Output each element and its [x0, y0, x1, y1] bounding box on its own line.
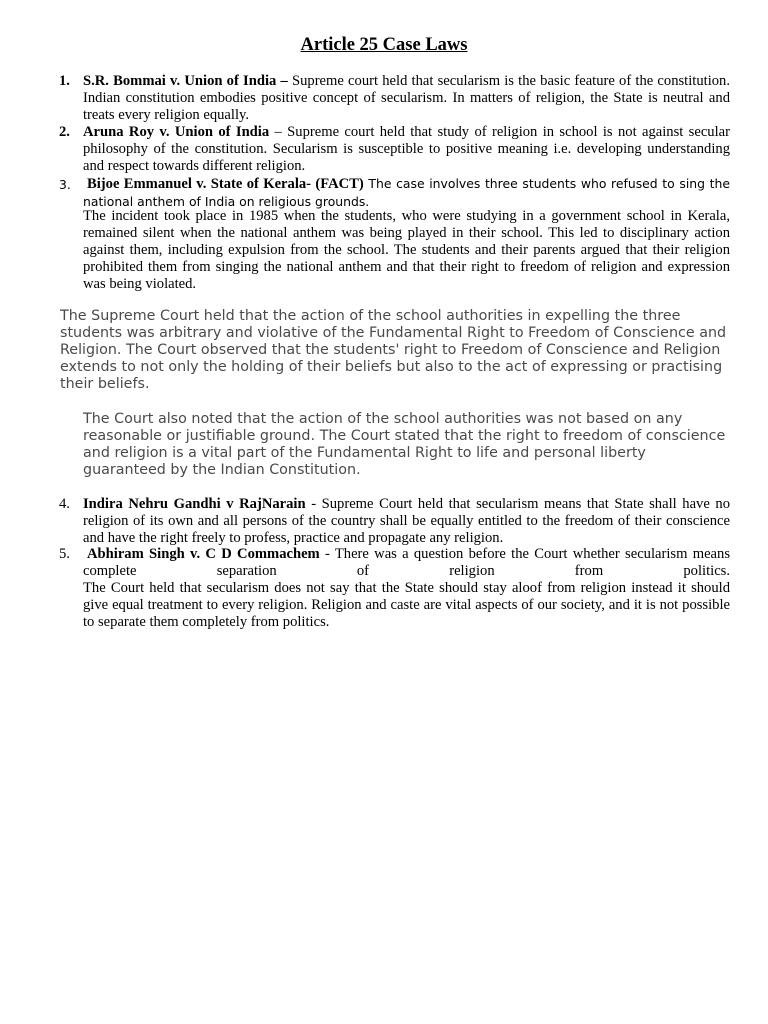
case-name: Bijoe Emmanuel v. State of Kerala- (FACT)	[87, 176, 364, 192]
case-name: Abhiram Singh v. C D Commachem	[87, 546, 320, 562]
case-text: The case involves three students who refused to sing the national anthem of India on religious grounds.	[83, 176, 730, 209]
list-number: 2.	[59, 124, 70, 140]
case-detail: The Court held that secularism does not say that the State should stay aloof from religion instead it should give equal treatment to every religion. Religion and caste are vital aspects of our society, and it is not possible to separate them completely from politics.	[83, 580, 730, 630]
holding-paragraph: The Supreme Court held that the action of the school authorities in expelling the three students was arbitrary and violative of the Fundamental Right to Freedom of Conscience and Religion. The Court observed that the students' right to Freedom of Conscience and Religion extends to not only the holding of their beliefs but also to the act of expressing or practising their beliefs.	[60, 308, 727, 392]
case-name: S.R. Bommai v. Union of India –	[83, 73, 288, 89]
case-detail: The incident took place in 1985 when the students, who were studying in a government school in Kerala, remained silent when the national anthem was being played in their school. This led to disciplinary action against them, including expulsion from the school. The students and their parents argued that their religion prohibited them from singing the national anthem and that their right to freedom of religion and expression was being violated.	[83, 208, 730, 292]
case-text: - There was a question before the Court whether secularism means complete separation of religion from politics.	[83, 546, 730, 579]
case-text: – Supreme court held that study of religion in school is not against secular philosophy of the constitution. Secularism is susceptible to positive meaning i.e. developing understanding and respect towards different religion.	[83, 124, 730, 174]
case-text: - Supreme Court held that secularism means that State shall have no religion of its own and all persons of the country shall be equally entitled to the freedom of their conscience and have the right freely to profess, practice and propagate any religion.	[83, 496, 730, 546]
list-item	[59, 124, 730, 175]
case-name: Aruna Roy v. Union of India	[83, 124, 270, 140]
case-name: Indira Nehru Gandhi v RajNarain	[83, 496, 306, 512]
list-number: 5.	[59, 546, 70, 562]
list-item	[59, 496, 730, 547]
list-number: 1.	[59, 73, 70, 89]
list-item	[59, 175, 730, 211]
case-text: Supreme court held that secularism is the basic feature of the constitution. Indian constitution embodies positive concept of secularism. In matters of religion, the State is neutral and treats every religion equally.	[83, 73, 730, 123]
list-number: 4.	[59, 496, 70, 512]
holding-paragraph: The Court also noted that the action of the school authorities was not based on any reasonable or justifiable ground. The Court stated that the right to freedom of conscience and religion is a vital part of the Fundamental Right to life and personal liberty guaranteed by the Indian Constitution.	[83, 411, 726, 478]
page-title: Article 25 Case Laws	[300, 35, 468, 55]
list-number: 3.	[59, 177, 71, 192]
list-item	[59, 73, 730, 124]
